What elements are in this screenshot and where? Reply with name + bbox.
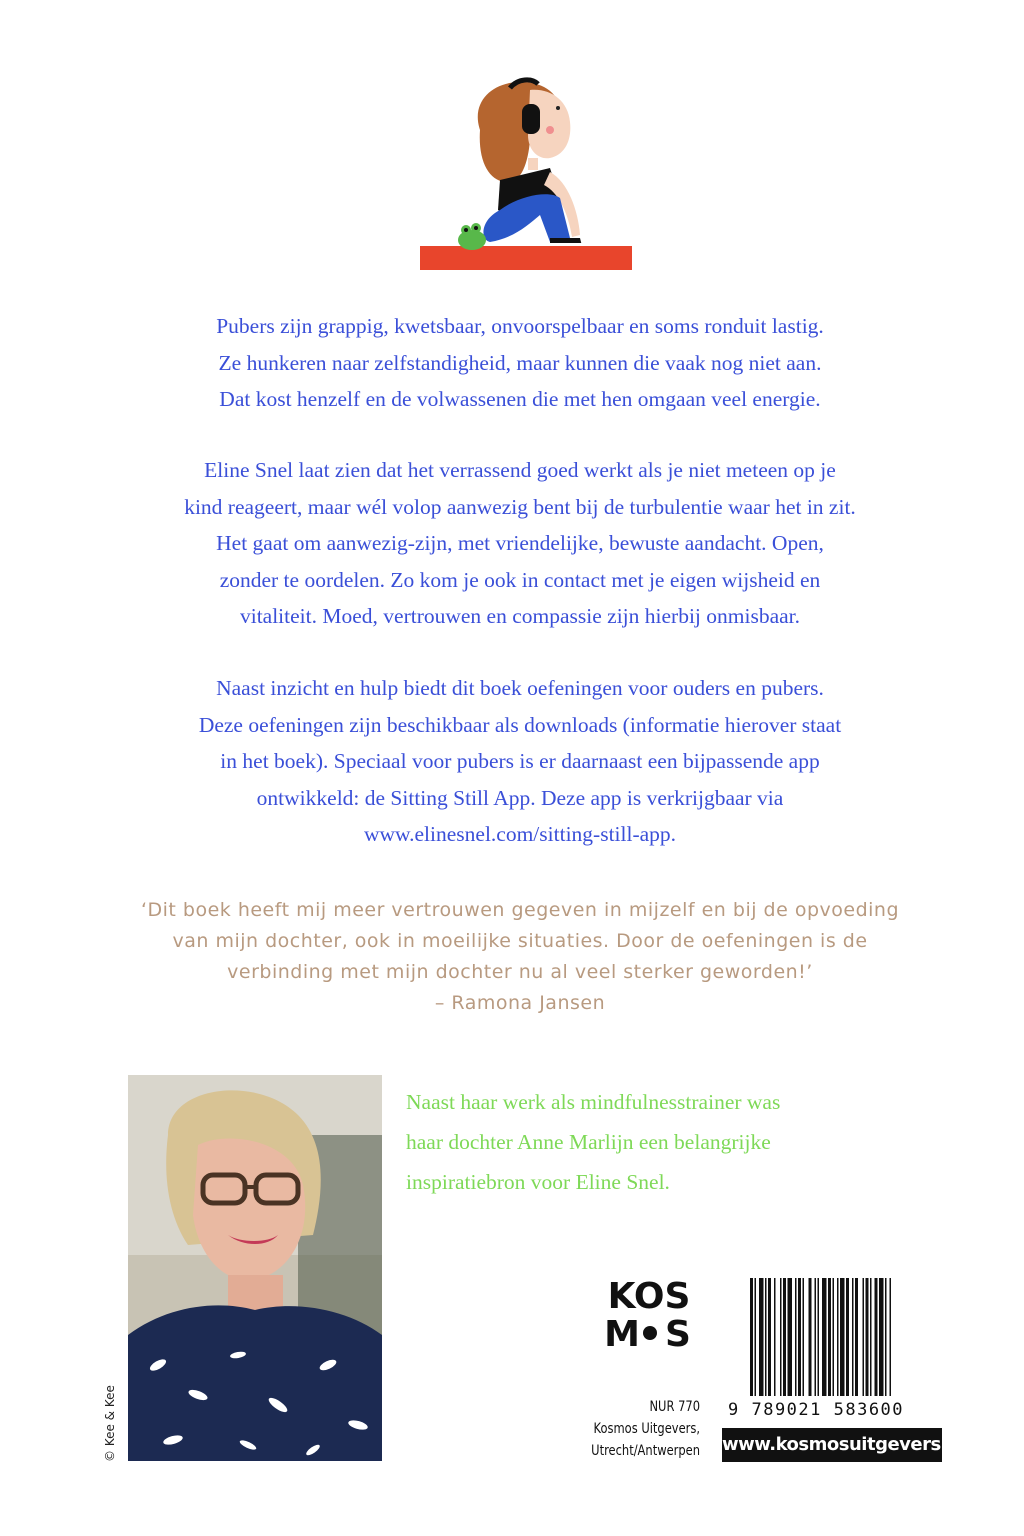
blurb-line: Dat kost henzelf en de volwassenen die met hen omgaan veel energie. [219,387,821,411]
author-note-line: Naast haar werk als mindfulnesstrainer was [406,1090,781,1114]
quote-line: verbinding met mijn dochter nu al veel sterker geworden!’ [227,961,813,983]
publisher-name: Kosmos Uitgevers, [593,1421,700,1437]
barcode-bar [750,1278,753,1396]
publisher-info [585,1396,700,1462]
publisher-location: Utrecht/Antwerpen [591,1443,700,1459]
barcode-bar [875,1278,878,1396]
barcode-bar [780,1278,782,1396]
barcode-bar [803,1278,805,1396]
barcode-bar [809,1278,812,1396]
logo-row-2-right: S [665,1314,691,1352]
barcode-bar [879,1278,884,1396]
blurb-line: Eline Snel laat zien dat het verrassend goed werkt als je niet meteen op je [204,458,836,482]
barcode-bar [837,1278,839,1396]
barcode-bar [798,1278,801,1396]
blurb-line: Pubers zijn grappig, kwetsbaar, onvoorspelbaar en soms ronduit lastig. [216,314,824,338]
blurb-line: zonder te oordelen. Zo kom je ook in contact met je eigen wijsheid en [219,567,821,592]
blurb-line: Naast inzicht en hulp biedt dit boek oefeningen voor ouders en pubers. [216,676,824,700]
blurb-paragraph-2 [110,452,930,635]
logo-dot [643,1326,657,1340]
barcode-bar [788,1278,793,1396]
barcode-bar [866,1278,869,1396]
blurb-line: ontwikkeld: de Sitting Still App. Deze app is verkrijgbaar via [256,785,784,810]
nur-code: NUR 770 [649,1399,700,1415]
barcode-bar [783,1278,786,1396]
quote-attribution: – Ramona Jansen [434,992,606,1014]
girl-on-mat-illustration [410,70,650,280]
quote-line: ‘Dit boek heeft mij meer vertrouwen gegeven in mijzelf en bij de opvoeding [140,899,900,921]
blurb-line: Deze oefeningen zijn beschikbaar als downloads (informatie hierover staat [198,712,842,737]
barcode-bars [750,1278,940,1396]
barcode-bar [863,1278,865,1396]
barcode-bar [833,1278,835,1396]
barcode-bar [822,1278,827,1396]
kosmos-logo [598,1276,700,1352]
logo-row-1: KOS [607,1276,691,1317]
blurb-line: Het gaat om aanwezig-zijn, met vriendelijke, bewuste aandacht. Open, [216,531,824,555]
barcode-bar [828,1278,831,1396]
barcode-bar [870,1278,872,1396]
testimonial-quote [110,895,930,1019]
blurb-line: in het boek). Speciaal voor pubers is er daarnaast een bijpassende app [220,749,820,773]
barcode-bar [852,1278,854,1396]
author-note-line: inspiratiebron voor Eline Snel. [406,1170,670,1194]
barcode-bar [840,1278,845,1396]
author-note-line: haar dochter Anne Marlijn een belangrijke [406,1130,771,1154]
publisher-website: www.kosmosuitgevers.nl [722,1428,942,1462]
blurb-line: vitaliteit. Moed, vertrouwen en compassie zijn hierbij onmisbaar. [239,604,801,628]
blurb-paragraph-1 [110,308,930,418]
blurb-paragraph-3 [110,670,930,853]
quote-line: van mijn dochter, ook in moeilijke situaties. Door de oefeningen is de [172,930,868,952]
blurb-line: kind reageert, maar wél volop aanwezig bent bij de turbulentie waar het in zit. [184,494,856,519]
barcode-bar [855,1278,858,1396]
author-note [406,1082,876,1202]
barcode-bar [795,1278,797,1396]
barcode-bar [885,1278,887,1396]
logo-row-2-left: M [604,1314,640,1352]
barcode-bar [755,1278,757,1396]
barcode-bar [768,1278,771,1396]
barcode-bar [759,1278,764,1396]
blurb-line: Ze hunkeren naar zelfstandigheid, maar kunnen die vaak nog niet aan. [218,350,822,375]
barcode-bar [765,1278,767,1396]
blurb-url-line: www.elinesnel.com/sitting-still-app. [363,822,677,846]
barcode-bar [890,1278,892,1396]
barcode-bar [774,1278,776,1396]
photo-credit: © Kee & Kee [103,1385,117,1462]
barcode-bar [846,1278,849,1396]
barcode-bar [818,1278,820,1396]
barcode-bar [815,1278,817,1396]
isbn-number: 9 789021 583600 [728,1400,905,1420]
author-photo [128,1075,382,1461]
